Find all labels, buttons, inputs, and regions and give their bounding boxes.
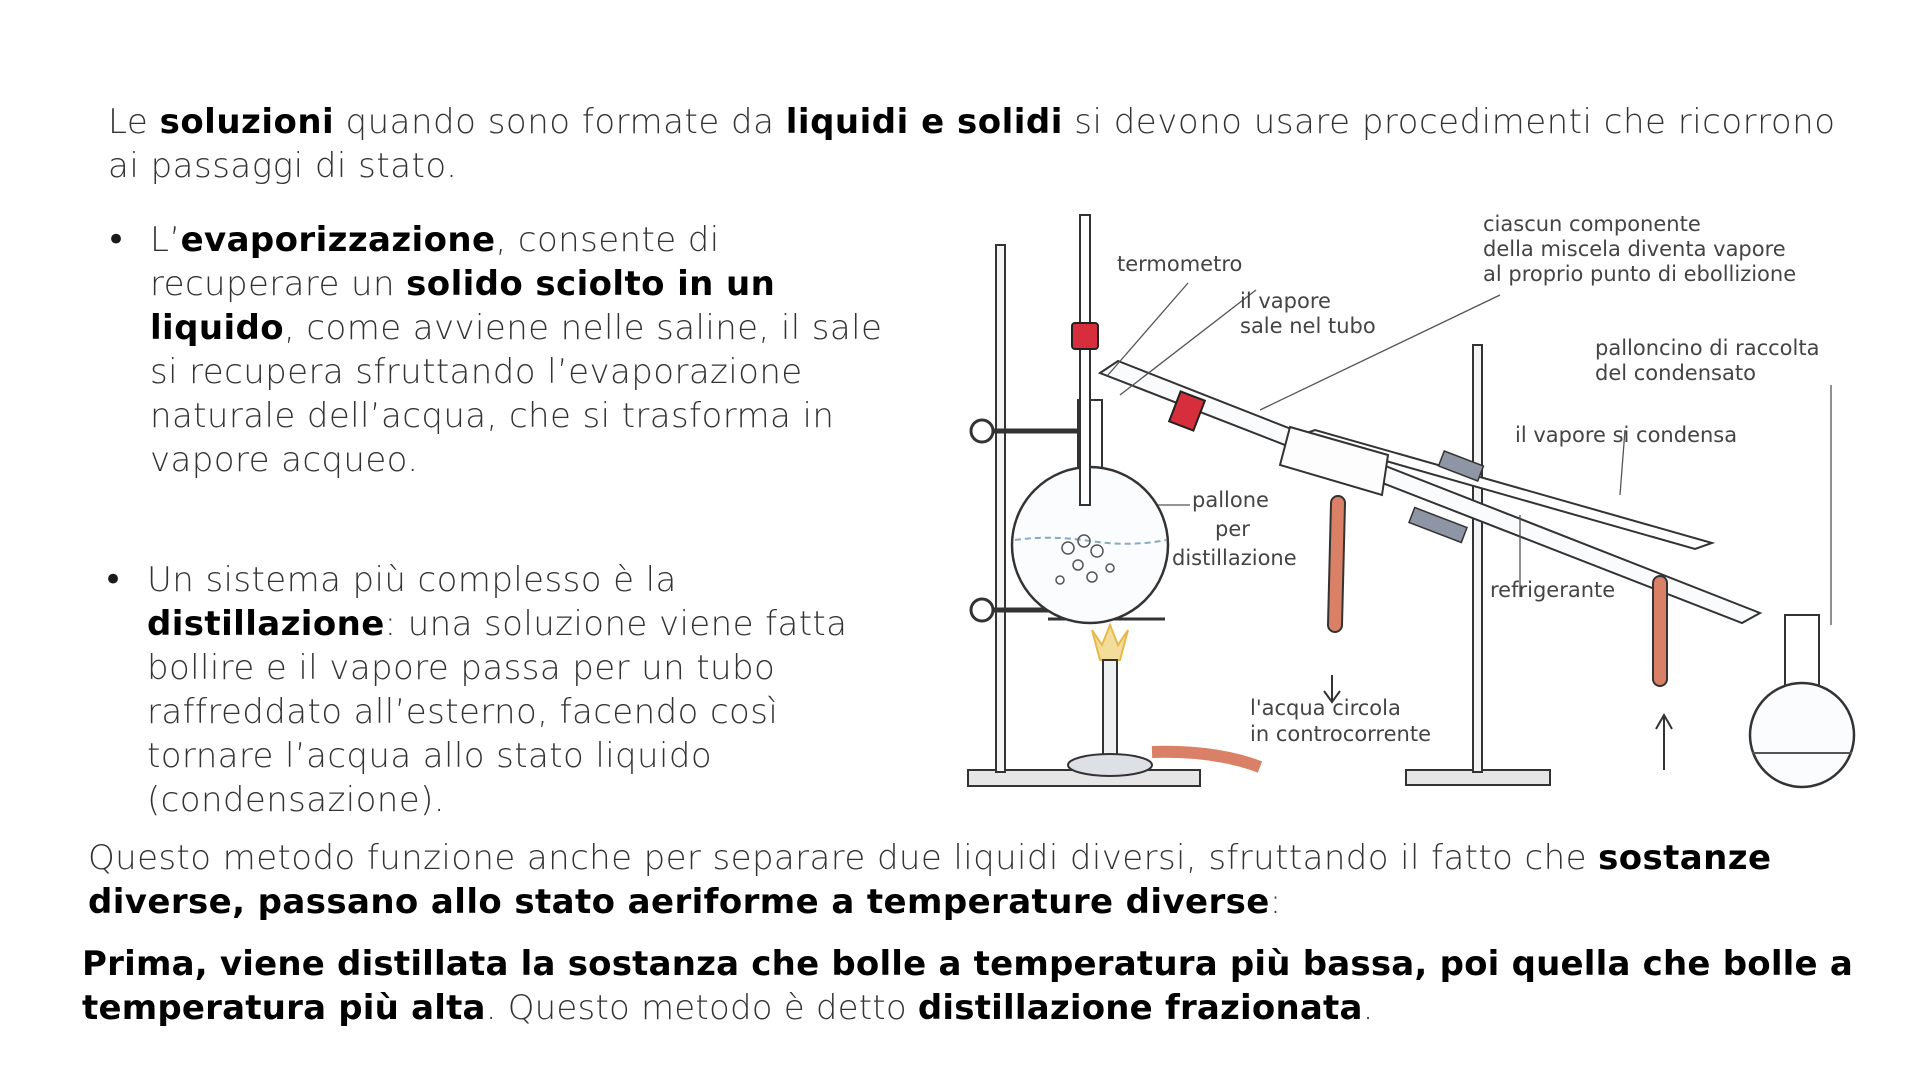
label-ciascun-1: ciascun componente — [1483, 212, 1701, 236]
fractional-paragraph: Prima, viene distillata la sostanza che bolle a temperatura più bassa, poi quella che bolle a temperatura più alta. Questo metodo è detto distillazione frazionata. — [82, 944, 1853, 1028]
label-ciascun-2: della miscela diventa vapore — [1483, 237, 1786, 261]
label-vapore-1: il vapore — [1240, 289, 1331, 313]
label-ciascun-3: al proprio punto di ebollizione — [1483, 262, 1797, 286]
label-acqua-1: l'acqua circola — [1250, 696, 1401, 720]
bunsen-burner — [1068, 625, 1260, 776]
label-termometro: termometro — [1117, 252, 1243, 276]
label-pallone-1: pallone — [1192, 488, 1269, 512]
label-palloncino-2: del condensato — [1595, 361, 1756, 385]
bullet-dot: • — [106, 220, 127, 260]
right-stand — [1406, 345, 1550, 785]
method-paragraph: Questo metodo funzione anche per separare due liquidi diversi, sfruttando il fatto che sostanze diverse, passano allo stato aeriforme a temperature diverse: — [88, 838, 1772, 922]
bullet-evaporizzazione: • L’evaporizzazione, consente di recuperare un solido sciolto in un liquido, come avviene nelle saline, il sale si recupera sfruttando l’evaporazione naturale dell’acqua, che si trasforma in vapore acqueo. — [106, 220, 883, 480]
distillation-diagram — [960, 205, 1900, 795]
label-palloncino-1: palloncino di raccolta — [1595, 336, 1820, 360]
label-acqua-2: in controcorrente — [1250, 722, 1431, 746]
leader-lines — [1108, 283, 1831, 625]
label-pallone-3: distillazione — [1172, 546, 1297, 570]
upper-clamp — [971, 420, 1092, 443]
label-refrigerante: refrigerante — [1490, 578, 1616, 602]
receiving-flask — [1750, 615, 1854, 787]
label-pallone-2: per — [1215, 517, 1250, 541]
label-condensa: il vapore si condensa — [1515, 423, 1738, 447]
label-vapore-2: sale nel tubo — [1240, 314, 1376, 338]
bullet-dot: • — [103, 560, 124, 600]
intro-paragraph: Le soluzioni quando sono formate da liquidi e solidi si devono usare procedimenti che ricorrono ai passaggi di stato. — [108, 102, 1836, 186]
bullet-distillazione: • Un sistema più complesso è la distillazione: una soluzione viene fatta bollire e il vapore passa per un tubo raffreddato all’esterno, facendo così tornare l’acqua allo stato liquido (condensazione). — [103, 560, 848, 820]
